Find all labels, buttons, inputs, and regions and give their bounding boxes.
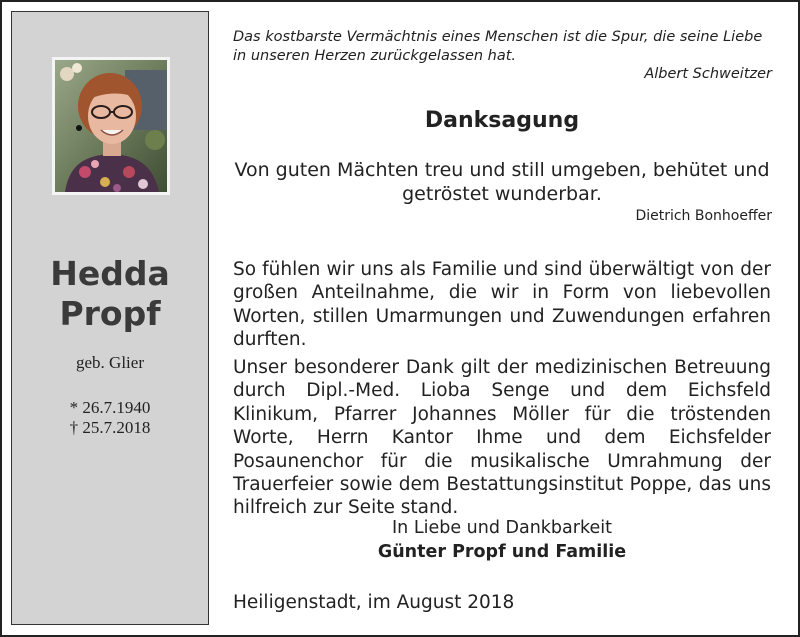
- last-name: Propf: [59, 294, 161, 333]
- thanks-paragraph-1: So fühlen wir uns als Familie und sind überwältigt von der großen Anteilnahme, die wir in Form von liebevollen Worten, stillen Umarmungen und Zuwendungen erfahren durften.: [233, 259, 771, 351]
- place-date: Heiligenstadt, im August 2018: [233, 592, 515, 613]
- first-name: Hedda: [50, 254, 170, 293]
- epigraph-quote: Das kostbarste Vermächtnis eines Menschen ist die Spur, die seine Liebe in unseren Herzen zurückgelassen hat.: [233, 29, 763, 64]
- epigraph-author: Albert Schweitzer: [644, 66, 772, 82]
- sidebar-panel: [11, 11, 209, 625]
- death-date: † 25.7.2018: [69, 418, 151, 437]
- thanks-paragraph-2: Unser besonderer Dank gilt der medizinischen Betreuung durch Dipl.-Med. Lioba Senge und dem Eichsfeld Klinikum, Pfarrer Johannes Möller für die tröstenden Worte, Herrn Kantor Ihme und dem Eichsfelder Posaunenchor für die musikalische Umrahmung der Trauerfeier sowie dem Bestattungsinstitut Poppe, das uns hilfreich zur Seite stand.: [233, 357, 771, 519]
- closing-block: [233, 516, 771, 564]
- birth-name: geb. Glier: [76, 353, 144, 372]
- verse-author: Dietrich Bonhoeffer: [635, 208, 772, 224]
- page-title: Danksagung: [424, 108, 580, 133]
- birth-date: * 26.7.1940: [69, 398, 151, 417]
- verse-quote: Von guten Mächten treu und still umgeben, behütet und getröstet wunderbar.: [234, 159, 770, 205]
- portrait-photo: [52, 57, 170, 195]
- signature: Günter Propf und Familie: [377, 542, 627, 562]
- closing-line: In Liebe und Dankbarkeit: [392, 518, 612, 538]
